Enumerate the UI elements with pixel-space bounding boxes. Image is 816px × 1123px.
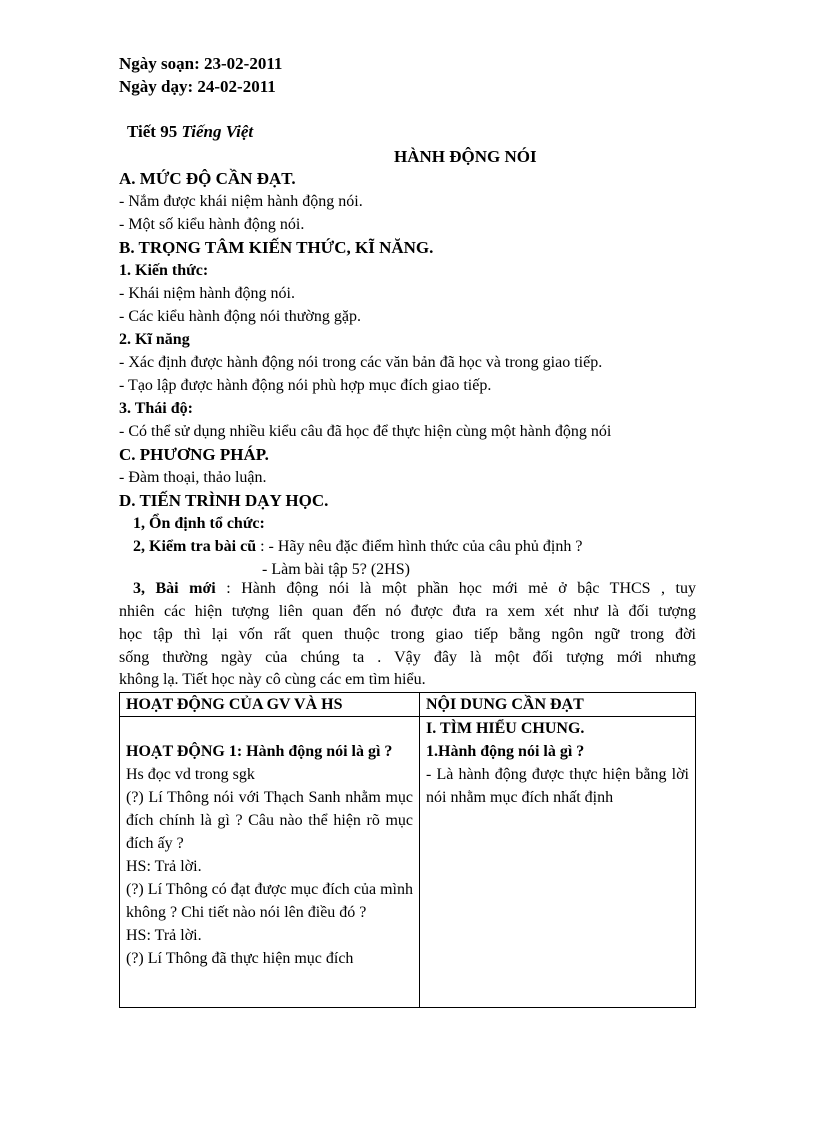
content-cell (420, 717, 696, 1008)
section-c-heading: C. PHƯƠNG PHÁP. (119, 445, 269, 464)
activity-line: (?) Lí Thông có đạt được mục đích của mình không ? Chi tiết nào nói lên điều đó ? (126, 881, 413, 921)
attitude-item: - Có thể sử dụng nhiều kiểu câu đã học để thực hiện cùng một hành động nói (119, 423, 612, 440)
activity-line: HS: Trả lời. (126, 858, 202, 875)
step3-label: 3, Bài mới (133, 580, 216, 597)
activity-cell (120, 717, 420, 1008)
step3-line: nhiên các hiện tượng liên quan đến nó được đưa ra xem xét như là đối tượng (119, 603, 696, 620)
skills-heading: 2. Kĩ năng (119, 331, 190, 348)
period-label: Tiết 95 (127, 122, 178, 141)
section-d-heading: D. TIẾN TRÌNH DẠY HỌC. (119, 491, 329, 510)
date-taught: Ngày dạy: 24-02-2011 (119, 77, 276, 96)
step2-text: : - Hãy nêu đặc điểm hình thức của câu phủ định ? (260, 538, 583, 555)
table-header-row (120, 693, 696, 717)
step3-line (133, 578, 696, 600)
section-a-heading: A. MỨC ĐỘ CẦN ĐẠT. (119, 169, 296, 188)
date-prepared: Ngày soạn: 23-02-2011 (119, 54, 283, 73)
section-b-heading: B. TRỌNG TÂM KIẾN THỨC, KĨ NĂNG. (119, 238, 434, 257)
lesson-table (119, 692, 696, 1008)
subject-label: Tiếng Việt (181, 122, 254, 141)
step3-text: : Hành động nói là một phần học mới mẻ ở bậc THCS , tuy (226, 580, 697, 597)
attitude-heading: 3. Thái độ: (119, 400, 193, 417)
skills-item: - Tạo lập được hành động nói phù hợp mục đích giao tiếp. (119, 377, 492, 394)
step1-label: 1, Ổn định tổ chức: (133, 515, 265, 532)
knowledge-heading: 1. Kiến thức: (119, 262, 209, 279)
content-definition: - Là hành động được thực hiện bằng lời nói nhằm mục đích nhất định (426, 766, 689, 806)
lesson-title: HÀNH ĐỘNG NÓI (394, 147, 537, 166)
step3-line: sống thường ngày của chúng ta . Vậy đây là một đối tượng mới nhưng (119, 649, 696, 666)
step3-line: không lạ. Tiết học này cô cùng các em tìm hiểu. (119, 671, 426, 688)
activity-line: HS: Trả lời. (126, 927, 202, 944)
section-a-item: - Nắm được khái niệm hành động nói. (119, 193, 363, 210)
table-header-right: NỘI DUNG CẦN ĐẠT (420, 693, 696, 717)
knowledge-item: - Các kiểu hành động nói thường gặp. (119, 308, 361, 325)
step3-line: học tập thì lại vốn rất quen thuộc trong giao tiếp bằng ngôn ngữ trong đời (119, 626, 696, 643)
section-a-item: - Một số kiểu hành động nói. (119, 216, 305, 233)
activity-title: HOẠT ĐỘNG 1: Hành động nói là gì ? (126, 743, 393, 760)
step2-line (133, 536, 582, 558)
activity-line: (?) Lí Thông nói với Thạch Sanh nhằm mục đích chính là gì ? Câu nào thể hiện rõ mục đích ấy ? (126, 789, 413, 852)
table-row (120, 717, 696, 1008)
table-header-left: HOẠT ĐỘNG CỦA GV VÀ HS (120, 693, 420, 717)
step2-sub: - Làm bài tập 5? (2HS) (262, 561, 410, 578)
section-c-item: - Đàm thoại, thảo luận. (119, 469, 267, 486)
activity-line: (?) Lí Thông đã thực hiện mục đích (126, 950, 354, 967)
activity-line: Hs đọc vd trong sgk (126, 766, 255, 783)
skills-item: - Xác định được hành động nói trong các văn bản đã học và trong giao tiếp. (119, 354, 603, 371)
content-subsection: 1.Hành động nói là gì ? (426, 743, 585, 760)
knowledge-item: - Khái niệm hành động nói. (119, 285, 295, 302)
period-line (127, 121, 253, 143)
content-section: I. TÌM HIỂU CHUNG. (426, 720, 585, 737)
step2-label: 2, Kiểm tra bài cũ (133, 538, 257, 555)
